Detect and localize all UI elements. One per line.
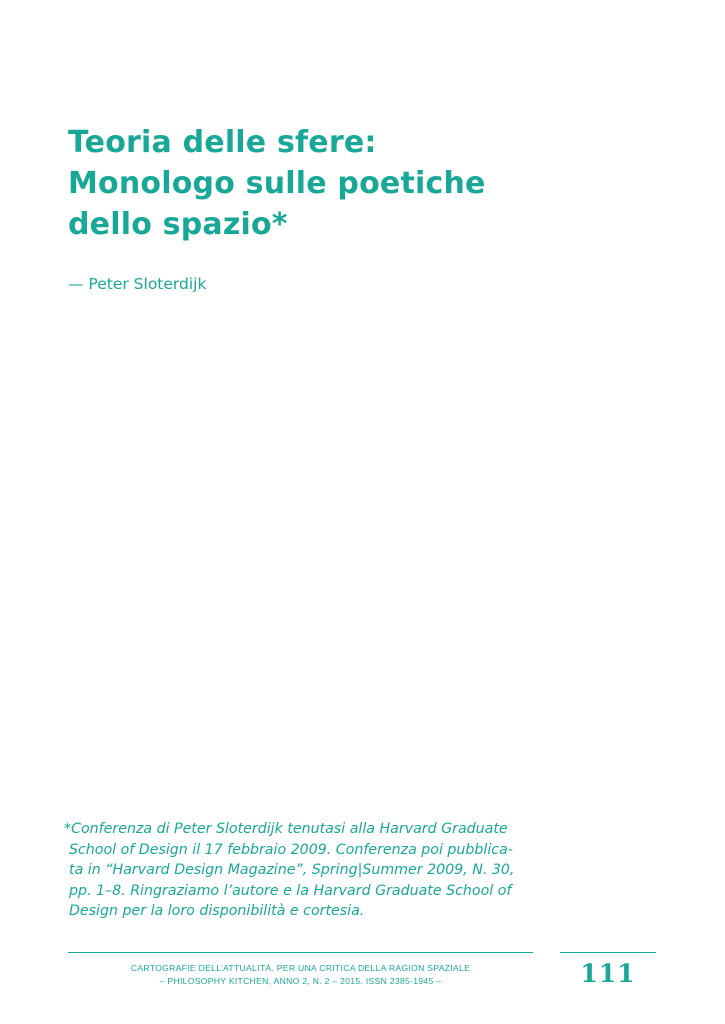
article-title-line-1: Teoria delle sfere:: [68, 125, 377, 160]
footnote-line-3: ta in “Harvard Design Magazine”, Spring|Summer 2009, N. 30,: [69, 862, 515, 879]
article-title-line-3: dello spazio*: [68, 207, 288, 242]
footnote-line-1: *Conferenza di Peter Sloterdijk tenutasi alla Harvard Graduate: [64, 821, 508, 837]
running-footer-line-2: – PHILOSOPHY KITCHEN, ANNO 2, N. 2 – 2015. ISSN 2385-1945 –: [159, 975, 442, 986]
running-footer-line-1: CARTOGRAFIE DELL’ATTUALITÀ. PER UNA CRITICA DELLA RAGION SPAZIALE: [130, 963, 471, 973]
footnote-line-4: pp. 1–8. Ringraziamo l’autore e la Harvard Graduate School of: [69, 882, 512, 899]
article-title-line-2: Monologo sulle poetiche: [68, 166, 486, 201]
footnote-line-2: School of Design il 17 febbraio 2009. Conferenza poi pubblica-: [69, 841, 513, 858]
author-byline: — Peter Sloterdijk: [68, 275, 207, 293]
footer-divider-right: [560, 952, 656, 953]
page-number: 111: [580, 959, 636, 988]
article-title: [68, 122, 486, 245]
running-footer: [68, 962, 533, 987]
footnote-line-5: Design per la loro disponibilità e cortesia.: [69, 903, 365, 920]
footnote: [64, 819, 544, 922]
footer-divider-left: [68, 952, 533, 953]
